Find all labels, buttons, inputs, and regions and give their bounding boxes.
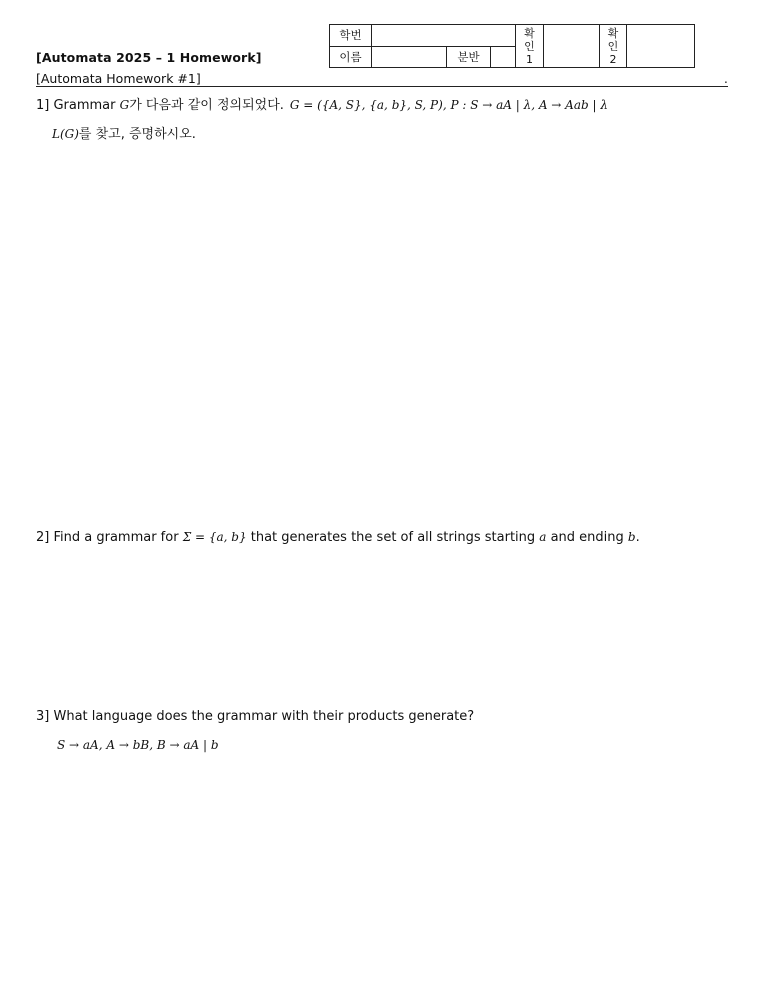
grammar-definition: G = ({A, S}, {a, b}, S, P), P : S → aA | λ, A → Aab | λ (289, 98, 608, 112)
production-rules: S → aA, A → bB, B → aA | b (57, 738, 219, 752)
name-label: 이름 (330, 47, 372, 68)
class-label: 분반 (447, 47, 491, 68)
alphabet-definition: Σ = {a, b} (182, 530, 247, 544)
homework-title: [Automata 2025 – 1 Homework] (36, 50, 262, 65)
check1-label: 확 인 1 (516, 25, 544, 68)
student-id-label: 학번 (330, 25, 372, 47)
student-id-field[interactable] (372, 25, 516, 47)
check1-field[interactable] (544, 25, 600, 68)
check2-label: 확 인 2 (600, 25, 627, 68)
homework-subtitle: [Automata Homework #1] (36, 71, 201, 86)
question-1-task: L(G)를 찾고, 증명하시오. (52, 127, 196, 142)
question-3-rules (57, 736, 219, 755)
check2-field[interactable] (627, 25, 695, 68)
question-2: 2] Find a grammar for Σ = {a, b} that generates the set of all strings starting a and ending b. (36, 530, 640, 545)
question-1: 1] Grammar G가 다음과 같이 정의되었다. G = ({A, S}, {a, b}, S, P), P : S → aA | λ, A → Aab | λ (36, 98, 608, 113)
header-trail: . (724, 72, 728, 86)
question-3: 3] What language does the grammar with their products generate? (36, 709, 475, 724)
header-divider (36, 86, 728, 87)
student-info-table (329, 24, 695, 68)
language-symbol: L(G) (52, 127, 79, 141)
class-field[interactable] (491, 47, 516, 68)
name-field[interactable] (372, 47, 447, 68)
grammar-symbol: G (119, 98, 130, 112)
